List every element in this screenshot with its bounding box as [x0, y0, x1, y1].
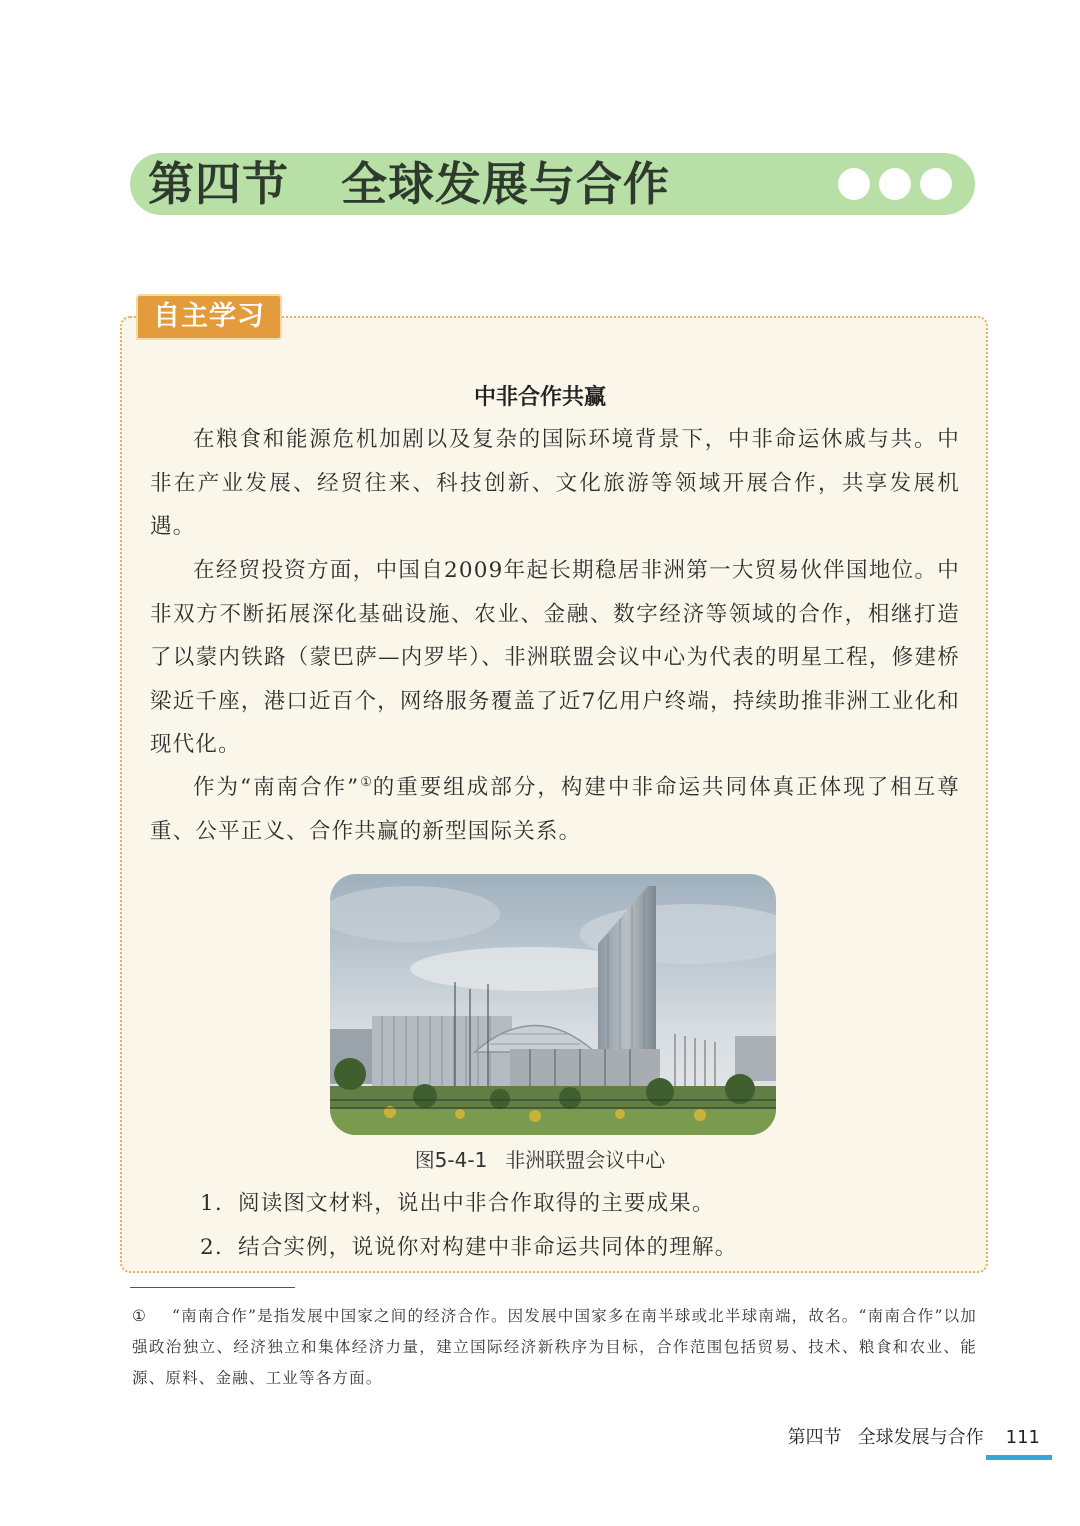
section-banner: [130, 153, 975, 215]
page-number: 111: [1005, 1427, 1040, 1448]
footnote: [132, 1301, 977, 1394]
decorative-dot: [920, 168, 952, 200]
page-indicator-bar: [986, 1455, 1052, 1460]
question-text: 结合实例，说说你对构建中非命运共同体的理解。: [238, 1235, 738, 1260]
figure-title: 非洲联盟会议中心: [505, 1148, 666, 1172]
section-name: 全球发展与合作: [341, 157, 670, 211]
question-number: 1.: [200, 1191, 223, 1216]
african-union-conference-center-photo: [330, 874, 776, 1135]
decorative-dot: [838, 168, 870, 200]
paragraph-1: 在粮食和能源危机加剧以及复杂的国际环境背景下，中非命运休戚与共。中非在产业发展、经贸往来、科技创新、文化旅游等领域开展合作，共享发展机遇。: [150, 427, 960, 539]
section-number: 第四节: [148, 157, 289, 211]
question-number: 2.: [200, 1235, 223, 1260]
footnote-reference[interactable]: ①: [359, 775, 373, 790]
question-text: 阅读图文材料，说出中非合作取得的主要成果。: [238, 1191, 715, 1216]
question-2: [200, 1230, 737, 1261]
footer-title: 全球发展与合作: [857, 1427, 984, 1448]
question-1: [200, 1186, 715, 1217]
paragraph-3-rest: 的重要组成部分，构建中非命运共同体真正体现了相互尊重、公平正义、合作共赢的新型国际关系。: [150, 775, 960, 844]
page-footer: [788, 1423, 1040, 1449]
paragraph-3: [150, 766, 960, 853]
paragraph-2: 在经贸投资方面，中国自2009年起长期稳居非洲第一大贸易伙伴国地位。中非双方不断拓展深化基础设施、农业、金融、数字经济等领域的合作，相继打造了以蒙内铁路（蒙巴萨—内罗毕）、非洲联盟会议中心为代表的明星工程，修建桥梁近千座，港口近百个，网络服务覆盖了近7亿用户终端，持续助推非洲工业化和现代化。: [150, 558, 960, 757]
footnote-mark: ①: [132, 1307, 148, 1325]
paragraph-3-lead: 作为“南南合作”: [193, 775, 360, 800]
self-study-tag: 自主学习: [136, 294, 282, 340]
figure-caption: [0, 1144, 1080, 1173]
reading-title: 中非合作共赢: [473, 385, 606, 410]
figure-number: 图5-4-1: [414, 1148, 488, 1172]
building-illustration: [330, 874, 776, 1135]
decorative-dot: [879, 168, 911, 200]
section-title: [148, 153, 670, 215]
footnote-text: “南南合作”是指发展中国家之间的经济合作。因发展中国家多在南半球或北半球南端，故名。“南南合作”以加强政治独立、经济独立和集体经济力量，建立国际经济新秩序为目标，合作范围包括贸易、技术、粮食和农业、能源、原料、金融、工业等各方面。: [132, 1307, 977, 1387]
footnote-divider: [130, 1287, 295, 1288]
footer-section: 第四节: [787, 1427, 842, 1448]
